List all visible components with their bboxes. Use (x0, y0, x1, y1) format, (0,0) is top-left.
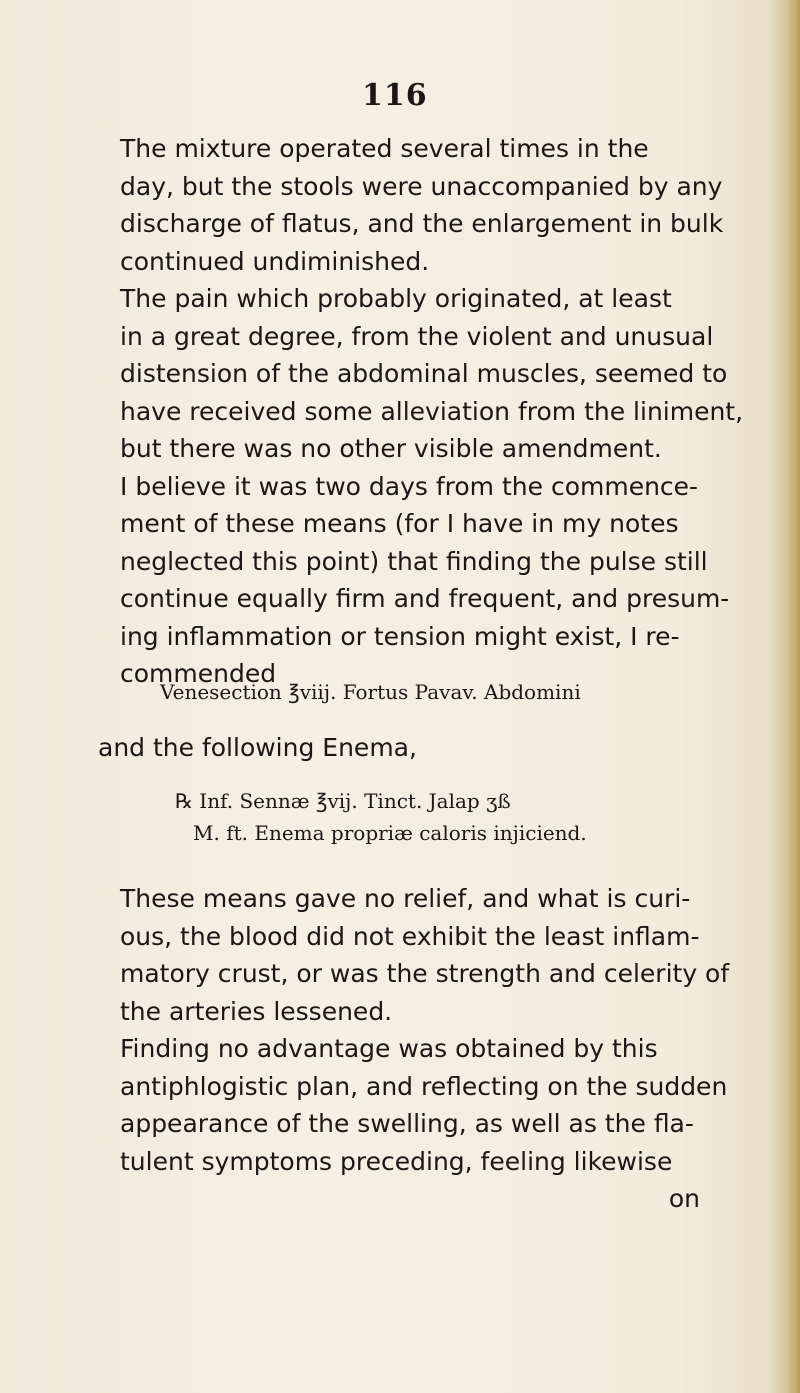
text-line: but there was no other visible amendment. (120, 434, 662, 463)
text-line: day, but the stools were unaccompanied by any (120, 171, 723, 201)
paragraph (98, 729, 718, 767)
paragraph (98, 130, 724, 280)
text-line: I believe it was two days from the commence- (120, 471, 699, 501)
text-block-upper (98, 130, 744, 693)
text-line: tulent symptoms preceding, feeling likewise (120, 1146, 673, 1176)
catchword (98, 1180, 718, 1218)
text-line: discharge of flatus, and the enlargement in bulk (120, 209, 724, 238)
text-line: ous, the blood did not exhibit the least inflam- (120, 921, 700, 951)
text-line: in a great degree, from the violent and unusual (120, 321, 714, 351)
text-line: The mixture operated several times in the (120, 134, 649, 163)
prescription-line: ℞ Inf. Sennæ ℥vij. Tinct. Jalap ʒß (175, 789, 511, 813)
text-line: have received some alleviation from the liniment, (120, 396, 744, 426)
text-line: Finding no advantage was obtained by this (120, 1034, 658, 1063)
prescription-line: M. ft. Enema propriæ caloris injiciend. (193, 821, 587, 845)
text-line: antiphlogistic plan, and reflecting on the sudden (120, 1071, 728, 1101)
text-line: continue equally firm and frequent, and presum- (120, 584, 730, 613)
text-block-lower (98, 880, 730, 1218)
text-line: neglected this point) that finding the pulse still (120, 546, 708, 576)
text-line: ment of these means (for I have in my notes (120, 509, 679, 538)
page-edge (788, 0, 800, 1393)
paragraph (98, 880, 730, 1030)
text-line: continued undiminished. (120, 246, 430, 276)
page-number: 116 (362, 78, 428, 113)
prescription-venesection: Venesection ℥viij. Fortus Pavav. Abdomini (160, 680, 581, 704)
catchword-text: on (668, 1184, 700, 1213)
text-line: ing inflammation or tension might exist, I re- (120, 621, 680, 651)
text-line: matory crust, or was the strength and celerity of (120, 959, 730, 988)
paragraph (98, 468, 730, 693)
paragraph (98, 280, 744, 468)
prescription-enema (175, 785, 587, 849)
text-line: commended (120, 659, 277, 688)
text-line: the arteries lessened. (120, 996, 393, 1026)
text-line: appearance of the swelling, as well as the fla- (120, 1109, 694, 1138)
text-line: distension of the abdominal muscles, seemed to (120, 359, 728, 388)
text-block-middle (98, 729, 718, 767)
paragraph (98, 1030, 728, 1180)
text-line: and the following Enema, (98, 733, 417, 762)
text-line: These means gave no relief, and what is curi- (120, 884, 691, 913)
text-line: The pain which probably originated, at least (120, 284, 672, 313)
